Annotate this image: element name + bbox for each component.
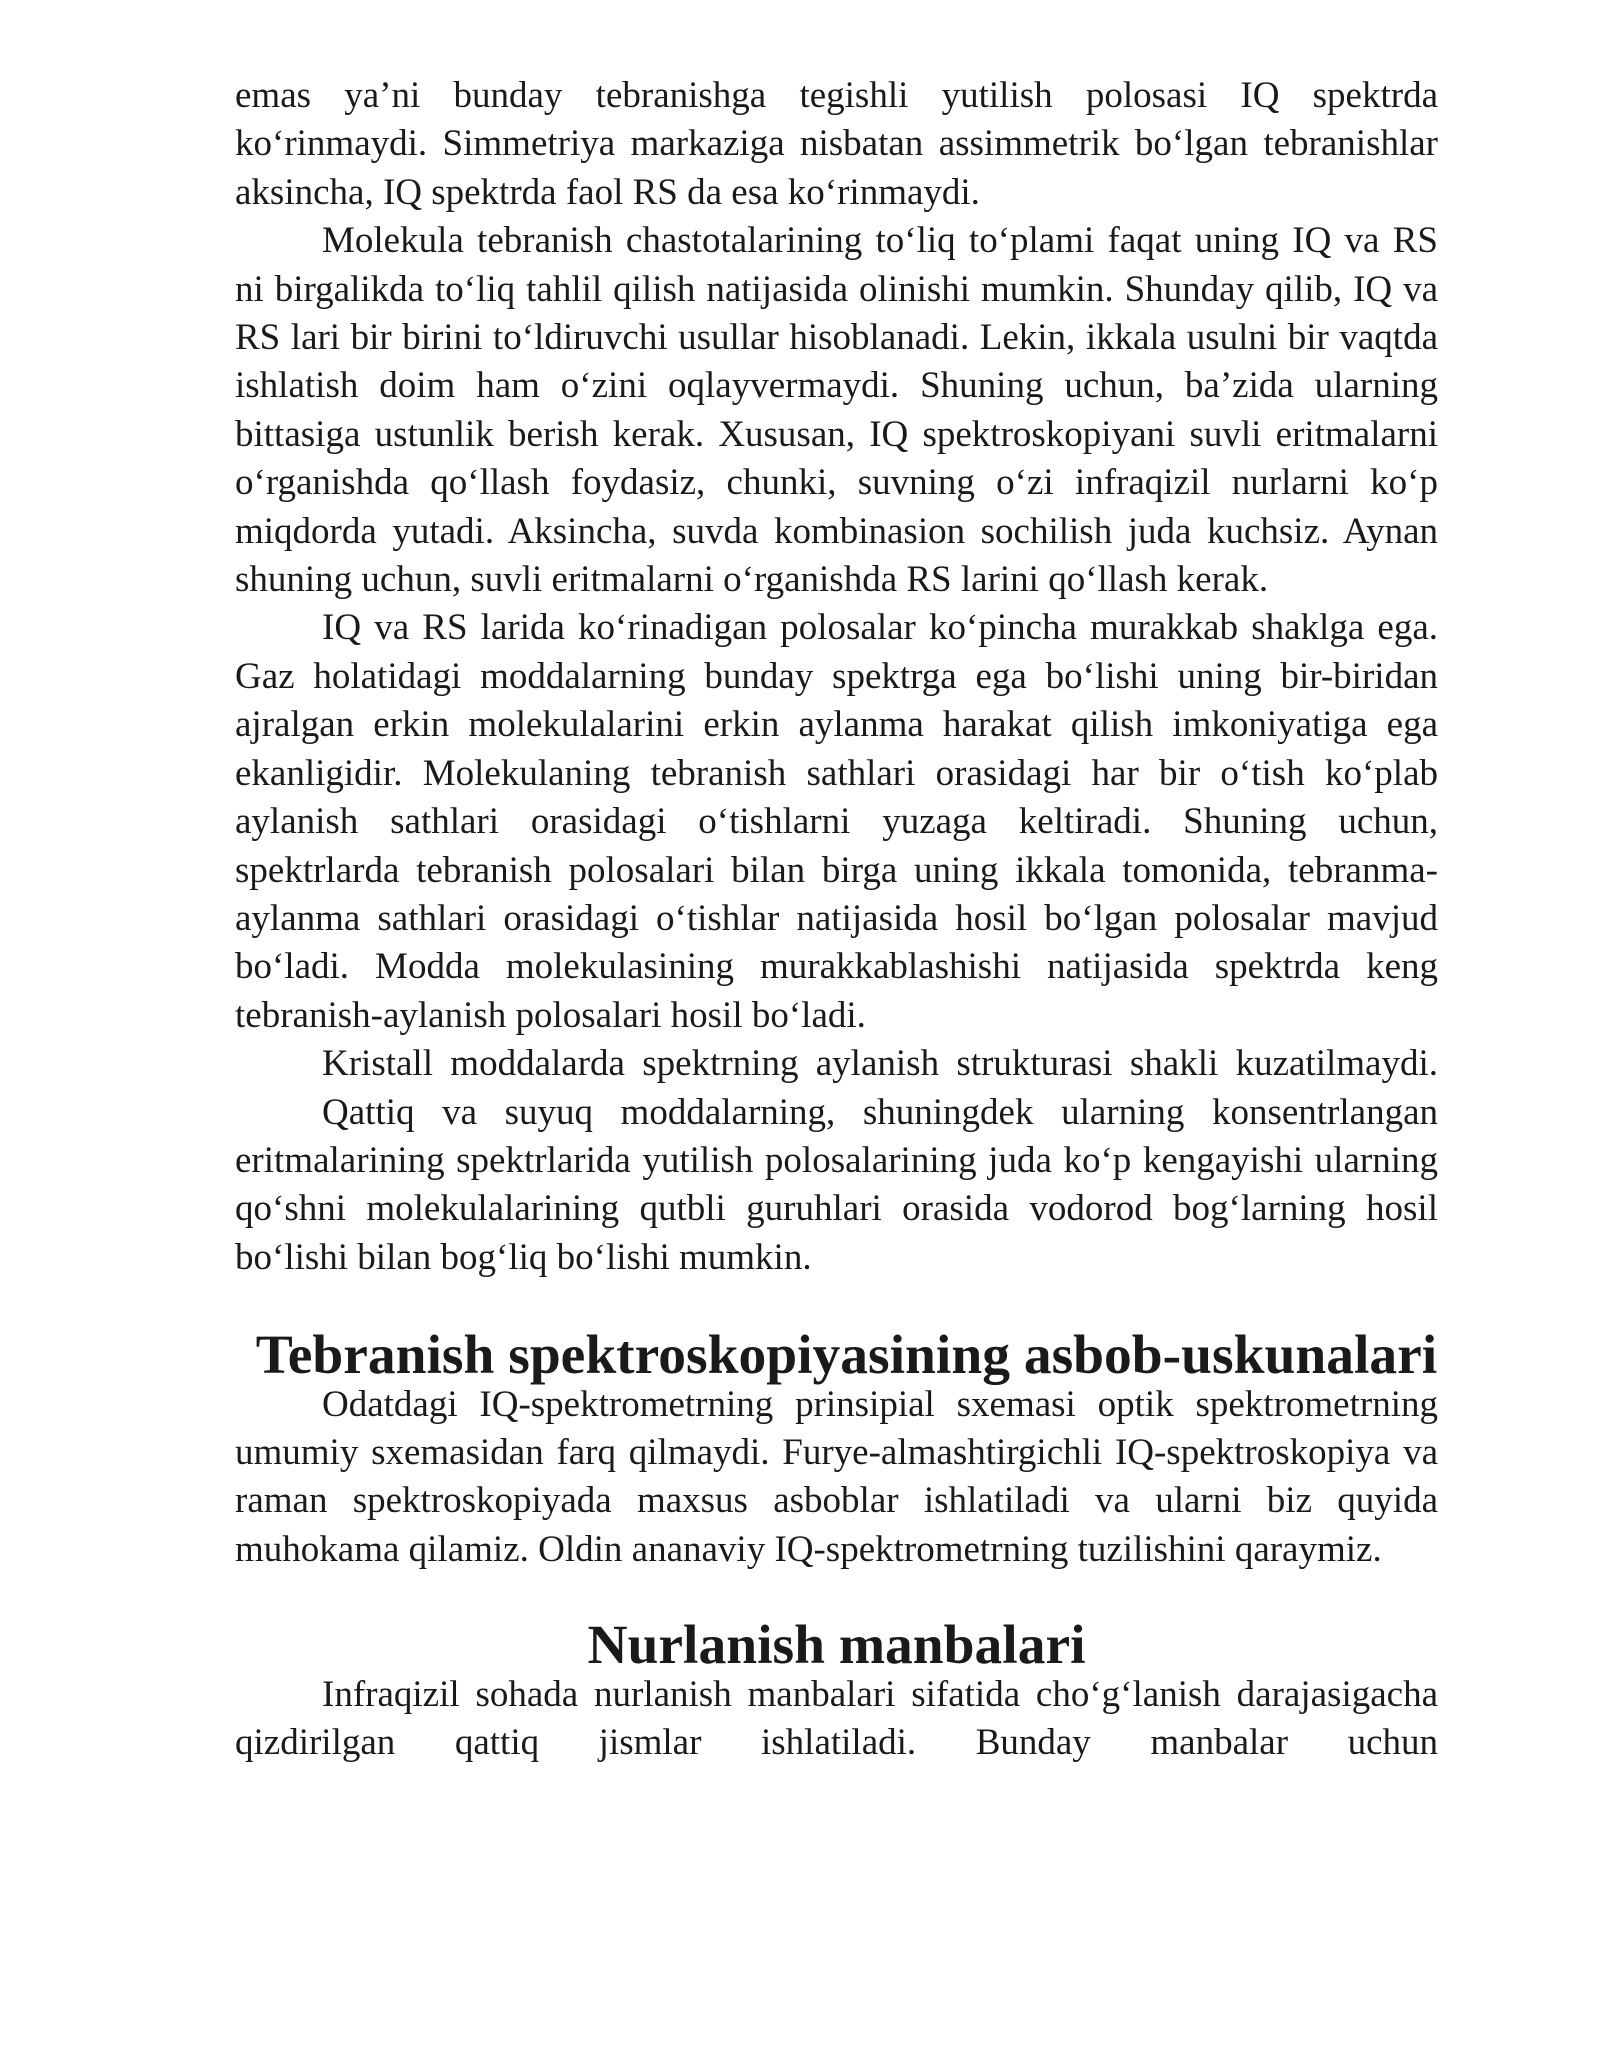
section-heading-instruments: Tebranish spektroskopiyasining asbob-uskunalari [255,1325,1438,1387]
paragraph-hydrogen-bonds: Qattiq va suyuq moddalarning, shuningdek ularning konsentrlangan eritmalarining spektrlarida yutilish polosalarining juda ko‘p kengayishi ularning qo‘shni molekulalarining qutbli guruhlari orasida vodorod bog‘larning hosil bo‘lishi bilan bog‘liq bo‘lishi mumkin. [235,1091,1438,1278]
paragraph-radiation-sources: Infraqizil sohada nurlanish manbalari sifatida cho‘g‘lanish darajasigacha qizdirilgan qattiq jismlar ishlatiladi. Bunday manbalar uchun [235,1673,1438,1763]
paragraph-spectrometer: Odatdagi IQ-spektrometrning prinsipial sxemasi optik spektrometrning umumiy sxemasidan farq qilmaydi. Furye-almashtirgichli IQ-spektroskopiya va raman spektroskopiyada maxsus asboblar ishlatiladi va ularni biz quyida muhokama qilamiz. Oldin ananaviy IQ-spektrometrning tuzilishini qaraymiz. [235,1383,1438,1570]
section-heading-radiation-sources: Nurlanish manbalari [587,1615,1086,1677]
document-page [235,72,1438,1767]
paragraph-band-shape: IQ va RS larida ko‘rinadigan polosalar ko‘pincha murakkab shaklga ega. Gaz holatidagi moddalarning bunday spektrga ega bo‘lishi uning bir-biridan ajralgan erkin molekulalarini erkin aylanma harakat qilish imkoniyatiga ega ekanligidir. Molekulaning tebranish sathlari orasidagi har bir o‘tish ko‘plab aylanish sathlari orasidagi o‘tishlarni yuzaga keltiradi. Shuning uchun, spektrlarda tebranish polosalari bilan birga uning ikkala tomonida, tebranma-aylanma sathlari orasidagi o‘tishlar natijasida hosil bo‘lgan polosalar mavjud bo‘ladi. Modda molekulasining murakkablashishi natijasida spektrda keng tebranish-aylanish polosalari hosil bo‘ladi. [235,607,1438,1036]
paragraph-frequencies: Molekula tebranish chastotalarining to‘liq to‘plami faqat uning IQ va RS ni birgalikda to‘liq tahlil qilish natijasida olinishi mumkin. Shunday qilib, IQ va RS lari bir birini to‘ldiruvchi usullar hisoblanadi. Lekin, ikkala usulni bir vaqtda ishlatish doim ham o‘zini oqlayvermaydi. Shuning uchun, ba’zida ularning bittasiga ustunlik berish kerak. Xususan, IQ spektroskopiyani suvli eritmalarni o‘rganishda qo‘llash foydasiz, chunki, suvning o‘zi infraqizil nurlarni ko‘p miqdorda yutadi. Aksincha, suvda kombinasion sochilish juda kuchsiz. Aynan shuning uchun, suvli eritmalarni o‘rganishda RS larini qo‘llash kerak. [235,220,1438,601]
paragraph-crystal: Kristall moddalarda spektrning aylanish strukturasi shakli kuzatilmaydi. [322,1043,1438,1085]
paragraph-continuation: emas ya’ni bunday tebranishga tegishli yutilish polosasi IQ spektrda ko‘rinmaydi. Simmetriya markaziga nisbatan assimmetrik bo‘lgan tebranishlar aksincha, IQ spektrda faol RS da esa ko‘rinmaydi. [235,75,1438,213]
